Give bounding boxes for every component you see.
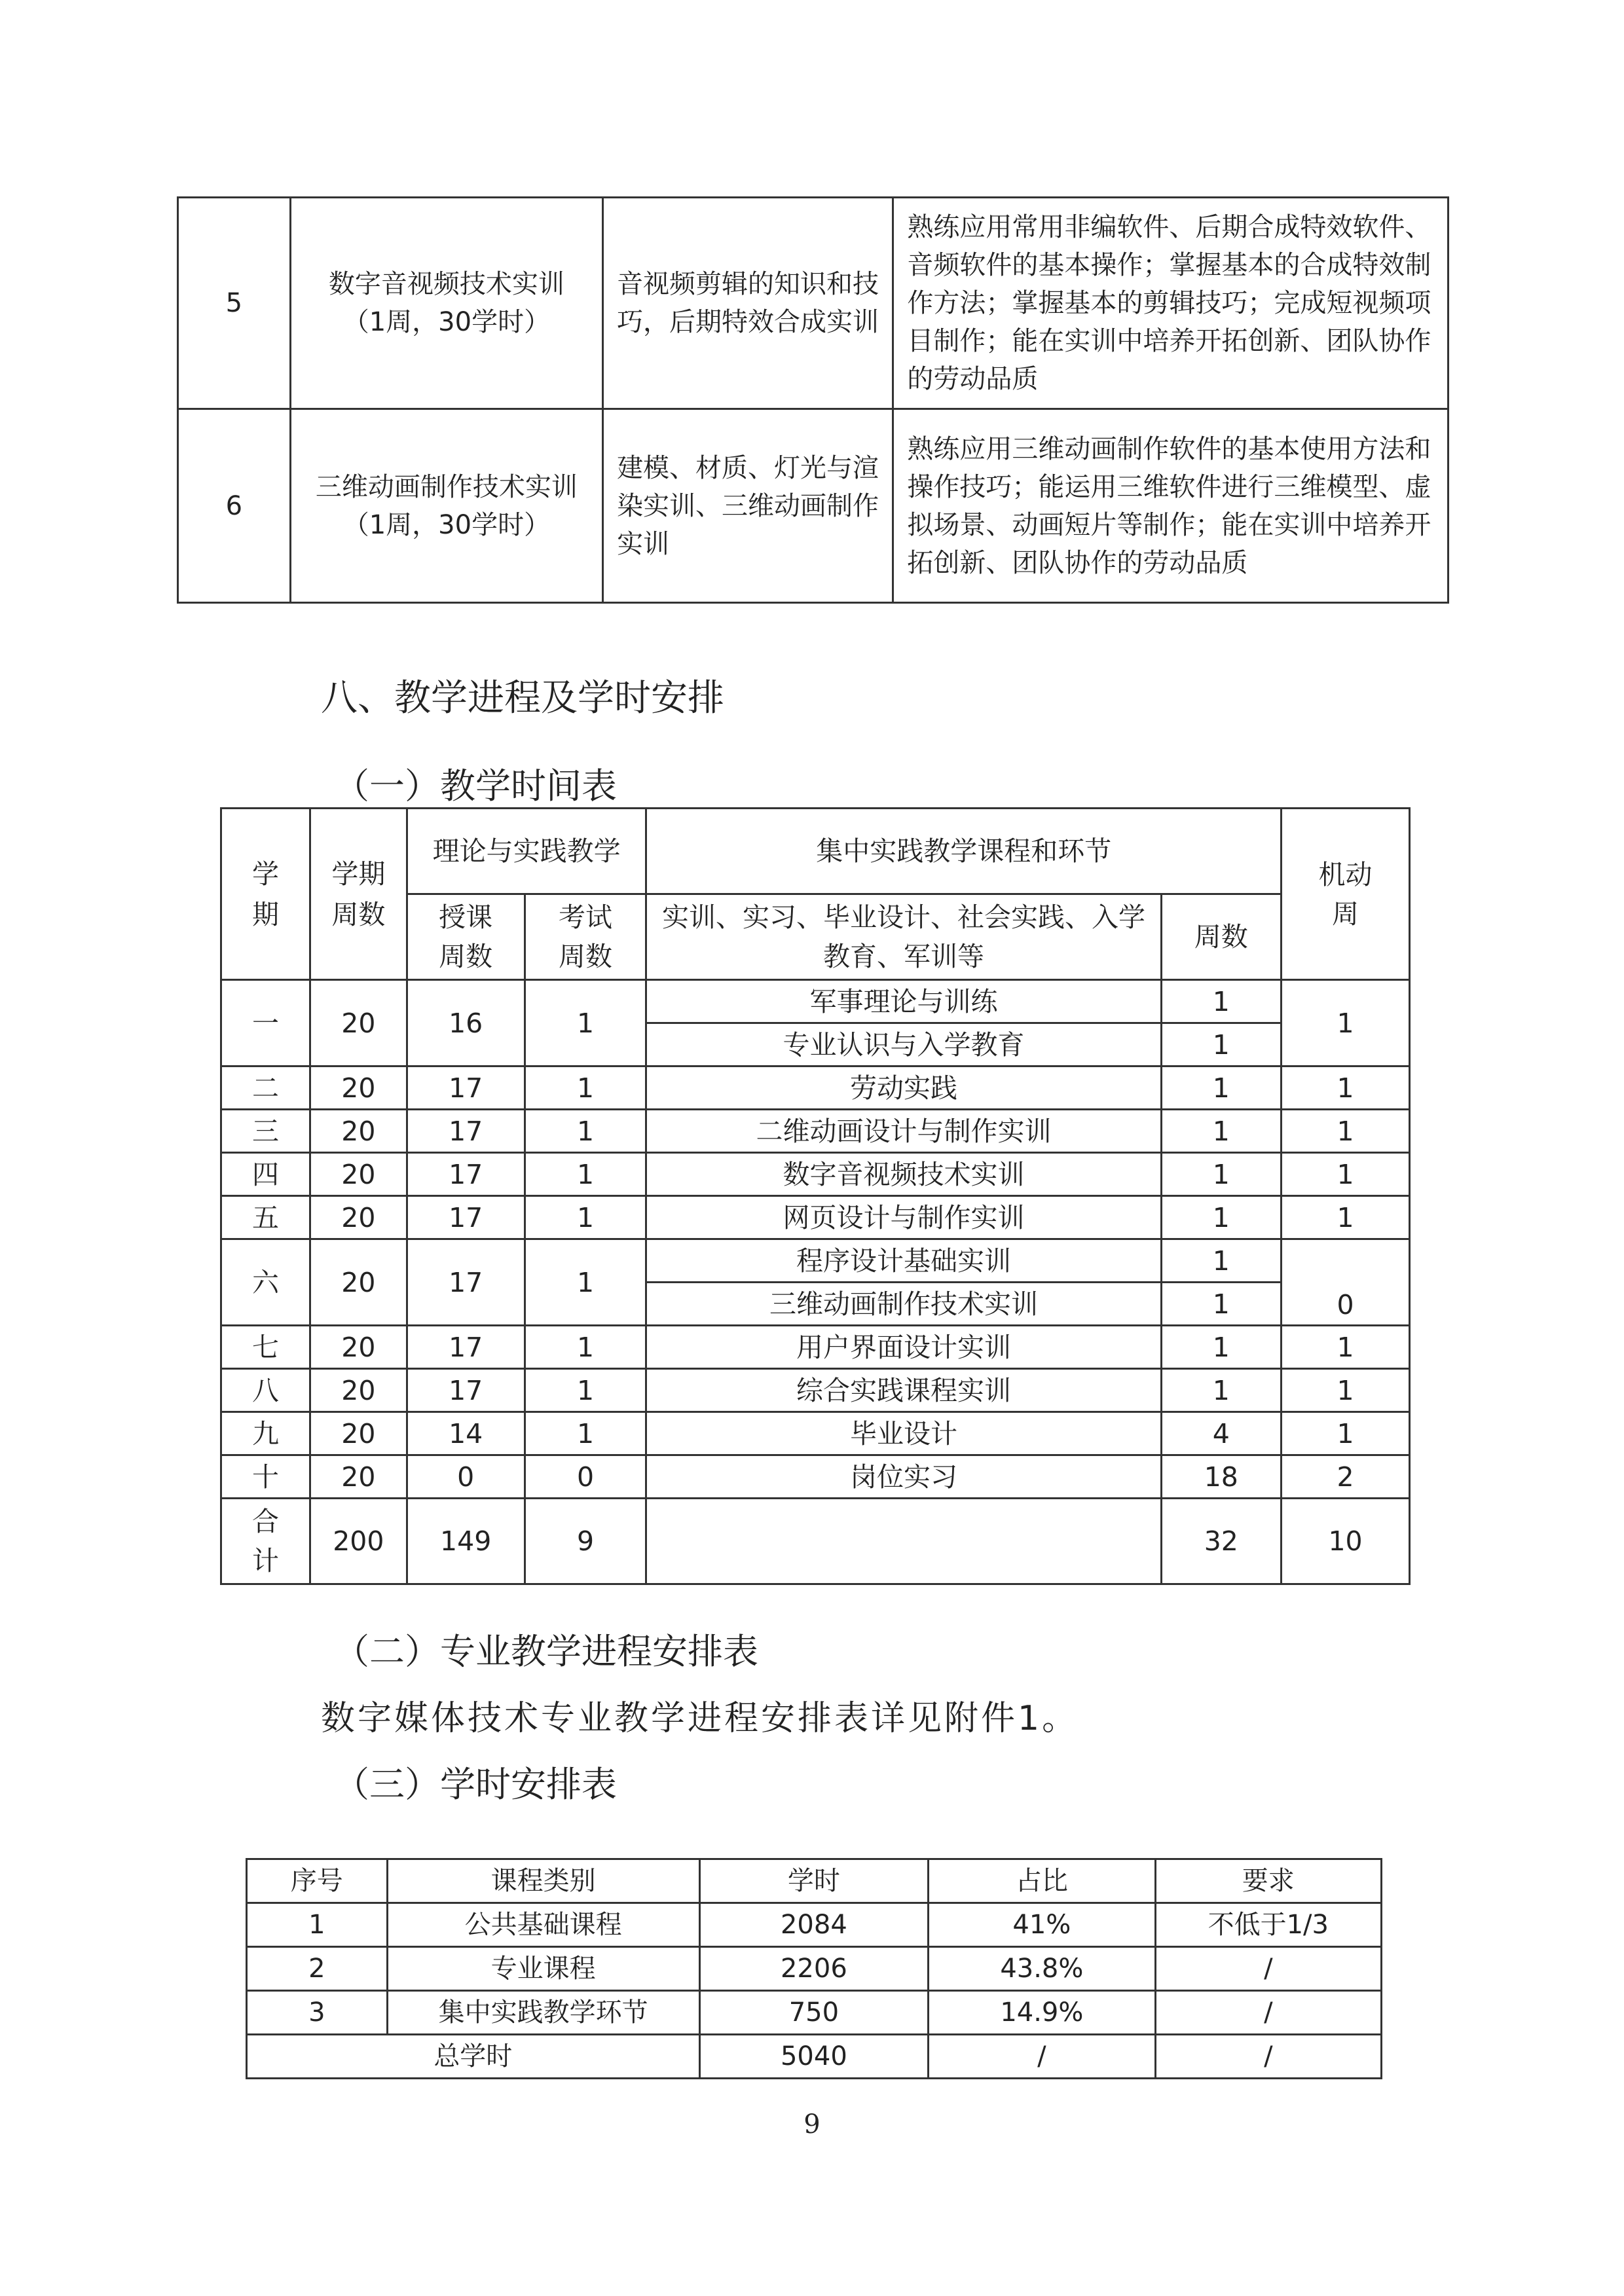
table-row: [178, 409, 1449, 603]
practice-course-table: [177, 196, 1449, 604]
cell-activity: 程序设计基础实训: [646, 1239, 1161, 1283]
cell-flex-weeks: 1: [1282, 1153, 1410, 1196]
cell-category: 公共基础课程: [387, 1903, 699, 1947]
header-centralized-practice: 集中实践教学课程和环节: [646, 809, 1282, 894]
header-row: [247, 1859, 1382, 1903]
cell-activity: 毕业设计: [646, 1412, 1161, 1455]
header-weeks: 周数: [1161, 894, 1282, 980]
table-row: [221, 1326, 1410, 1369]
table-row: [221, 1110, 1410, 1153]
total-hours: 5040: [699, 2035, 928, 2079]
cell-exam-weeks: 1: [525, 1066, 646, 1110]
cell-term-weeks: 20: [310, 1326, 407, 1369]
cell-exam-weeks: 1: [525, 1412, 646, 1455]
cell-teaching-weeks: 17: [407, 1066, 525, 1110]
course-content: 建模、材质、灯光与渲染实训、三维动画制作实训: [603, 409, 893, 603]
cell-term-weeks: 20: [310, 1455, 407, 1499]
cell-term-weeks: 20: [310, 1412, 407, 1455]
cell-term-weeks: 20: [310, 1066, 407, 1110]
cell-teaching-weeks: 0: [407, 1455, 525, 1499]
cell-total-exam-weeks: 9: [525, 1499, 646, 1584]
cell-term-weeks: 20: [310, 1153, 407, 1196]
cell-flex-weeks: 1: [1282, 1326, 1410, 1369]
cell-term: 二: [221, 1066, 310, 1110]
cell-exam-weeks: 1: [525, 1196, 646, 1239]
cell-total-activity: [646, 1499, 1161, 1584]
cell-no: 2: [247, 1947, 388, 1991]
cell-total-flex-weeks: 10: [1282, 1499, 1410, 1584]
cell-no: 3: [247, 1991, 388, 2035]
cell-hours: 2084: [699, 1903, 928, 1947]
cell-term: 九: [221, 1412, 310, 1455]
cell-term: 六: [221, 1239, 310, 1326]
table-row: [247, 1903, 1382, 1947]
cell-weeks: 1: [1161, 1153, 1282, 1196]
total-row: [221, 1499, 1410, 1584]
cell-flex-weeks: 0: [1282, 1239, 1410, 1326]
cell-requirement: /: [1155, 1991, 1381, 2035]
cell-activity: 综合实践课程实训: [646, 1369, 1161, 1412]
cell-term: 三: [221, 1110, 310, 1153]
course-name: [290, 409, 602, 603]
cell-flex-weeks: 2: [1282, 1455, 1410, 1499]
cell-flex-weeks: 1: [1282, 1066, 1410, 1110]
cell-term: 十: [221, 1455, 310, 1499]
course-name-line1: 数字音视频技术实训: [328, 269, 564, 299]
cell-ratio: 43.8%: [929, 1947, 1156, 1991]
cell-term: 七: [221, 1326, 310, 1369]
header-row: [221, 809, 1410, 894]
cell-category: 集中实践教学环节: [387, 1991, 699, 2035]
cell-teaching-weeks: 14: [407, 1412, 525, 1455]
cell-ratio: 41%: [929, 1903, 1156, 1947]
cell-exam-weeks: 1: [525, 1239, 646, 1326]
table-row: [221, 980, 1410, 1023]
cell-weeks: 18: [1161, 1455, 1282, 1499]
cell-weeks: 1: [1161, 1110, 1282, 1153]
course-name-line2: （1周，30学时）: [342, 509, 551, 540]
cell-term-weeks: 20: [310, 1239, 407, 1326]
cell-teaching-weeks: 17: [407, 1326, 525, 1369]
cell-activity: 军事理论与训练: [646, 980, 1161, 1023]
table-row: [221, 1412, 1410, 1455]
table-row: [247, 1991, 1382, 2035]
subsection-heading-schedule: （一）教学时间表: [334, 765, 617, 807]
cell-exam-weeks: 0: [525, 1455, 646, 1499]
subsection-heading-progress: （二）专业教学进程安排表: [334, 1631, 758, 1672]
cell-teaching-weeks: 17: [407, 1153, 525, 1196]
table-row: [221, 1239, 1410, 1283]
course-name: [290, 198, 602, 409]
cell-requirement: 不低于1/3: [1155, 1903, 1381, 1947]
cell-weeks: 1: [1161, 1283, 1282, 1326]
header-ratio: 占比: [929, 1859, 1156, 1903]
header-category: 课程类别: [387, 1859, 699, 1903]
cell-flex-weeks: 1: [1282, 980, 1410, 1066]
course-content: 音视频剪辑的知识和技巧，后期特效合成实训: [603, 198, 893, 409]
cell-term-weeks: 20: [310, 1369, 407, 1412]
cell-teaching-weeks: 17: [407, 1110, 525, 1153]
schedule-body: [221, 980, 1410, 1584]
header-exam-weeks: 考试周数: [525, 894, 646, 980]
cell-category: 专业课程: [387, 1947, 699, 1991]
cell-activity: 劳动实践: [646, 1066, 1161, 1110]
header-requirement: 要求: [1155, 1859, 1381, 1903]
cell-weeks: 1: [1161, 1369, 1282, 1412]
cell-activity: 网页设计与制作实训: [646, 1196, 1161, 1239]
total-requirement: /: [1155, 2035, 1381, 2079]
cell-teaching-weeks: 16: [407, 980, 525, 1066]
header-theory-practice: 理论与实践教学: [407, 809, 646, 894]
course-requirement: 熟练应用常用非编软件、后期合成特效软件、音频软件的基本操作；掌握基本的合成特效制作方法；掌握基本的剪辑技巧；完成短视频项目制作；能在实训中培养开拓创新、团队协作的劳动品质: [893, 198, 1449, 409]
cell-weeks: 1: [1161, 1196, 1282, 1239]
cell-activity: 数字音视频技术实训: [646, 1153, 1161, 1196]
subsection-heading-hours: （三）学时安排表: [334, 1764, 617, 1805]
cell-exam-weeks: 1: [525, 1326, 646, 1369]
course-name-line1: 三维动画制作技术实训: [315, 471, 578, 502]
cell-weeks: 1: [1161, 1326, 1282, 1369]
table-row: [221, 1455, 1410, 1499]
table-row: [178, 198, 1449, 409]
header-no: 序号: [247, 1859, 388, 1903]
cell-requirement: /: [1155, 1947, 1381, 1991]
cell-activity: 三维动画制作技术实训: [646, 1283, 1161, 1326]
cell-activity: 专业认识与入学教育: [646, 1023, 1161, 1066]
cell-activity: 岗位实习: [646, 1455, 1161, 1499]
cell-exam-weeks: 1: [525, 1369, 646, 1412]
course-name-line2: （1周，30学时）: [342, 307, 551, 337]
cell-term: 四: [221, 1153, 310, 1196]
table-row: [221, 1153, 1410, 1196]
cell-term: 八: [221, 1369, 310, 1412]
cell-weeks: 1: [1161, 1239, 1282, 1283]
cell-no: 1: [247, 1903, 388, 1947]
page-number: 9: [803, 2109, 821, 2140]
header-term-weeks: 学期周数: [310, 809, 407, 980]
cell-activity: 用户界面设计实训: [646, 1326, 1161, 1369]
cell-teaching-weeks: 17: [407, 1369, 525, 1412]
cell-term-weeks: 20: [310, 980, 407, 1066]
cell-weeks: 1: [1161, 1023, 1282, 1066]
cell-hours: 2206: [699, 1947, 928, 1991]
table-row: [221, 1196, 1410, 1239]
cell-term: 五: [221, 1196, 310, 1239]
total-ratio: /: [929, 2035, 1156, 2079]
teaching-schedule-table: [220, 807, 1411, 1585]
cell-flex-weeks: 1: [1282, 1369, 1410, 1412]
row-number: 5: [178, 198, 291, 409]
cell-exam-weeks: 1: [525, 980, 646, 1066]
cell-term: 一: [221, 980, 310, 1066]
cell-activity: 二维动画设计与制作实训: [646, 1110, 1161, 1153]
header-hours: 学时: [699, 1859, 928, 1903]
cell-total-label: 合计: [221, 1499, 310, 1584]
header-activities: 实训、实习、毕业设计、社会实践、入学教育、军训等: [646, 894, 1161, 980]
cell-term-weeks: 20: [310, 1196, 407, 1239]
table-row: [221, 1369, 1410, 1412]
cell-teaching-weeks: 17: [407, 1196, 525, 1239]
cell-exam-weeks: 1: [525, 1153, 646, 1196]
header-flex-weeks: 机动周: [1282, 809, 1410, 980]
cell-flex-weeks: 1: [1282, 1412, 1410, 1455]
row-number: 6: [178, 409, 291, 603]
cell-total-weeks: 32: [1161, 1499, 1282, 1584]
cell-total-teaching-weeks: 149: [407, 1499, 525, 1584]
section-heading: 八、教学进程及学时安排: [321, 677, 724, 720]
cell-flex-weeks: 1: [1282, 1196, 1410, 1239]
table-row: [221, 1066, 1410, 1110]
cell-ratio: 14.9%: [929, 1991, 1156, 2035]
total-row: [247, 2035, 1382, 2079]
cell-teaching-weeks: 17: [407, 1239, 525, 1326]
cell-weeks: 1: [1161, 980, 1282, 1023]
hours-table: [246, 1858, 1382, 2079]
cell-weeks: 4: [1161, 1412, 1282, 1455]
header-teaching-weeks: 授课周数: [407, 894, 525, 980]
cell-total-term-weeks: 200: [310, 1499, 407, 1584]
cell-weeks: 1: [1161, 1066, 1282, 1110]
table-row: [247, 1947, 1382, 1991]
cell-hours: 750: [699, 1991, 928, 2035]
course-requirement: 熟练应用三维动画制作软件的基本使用方法和操作技巧；能运用三维软件进行三维模型、虚拟场景、动画短片等制作；能在实训中培养开拓创新、团队协作的劳动品质: [893, 409, 1449, 603]
cell-exam-weeks: 1: [525, 1110, 646, 1153]
progress-note: 数字媒体技术专业教学进程安排表详见附件1。: [321, 1699, 1079, 1738]
header-term: 学期: [221, 809, 310, 980]
cell-term-weeks: 20: [310, 1110, 407, 1153]
cell-flex-weeks: 1: [1282, 1110, 1410, 1153]
total-label: 总学时: [247, 2035, 700, 2079]
